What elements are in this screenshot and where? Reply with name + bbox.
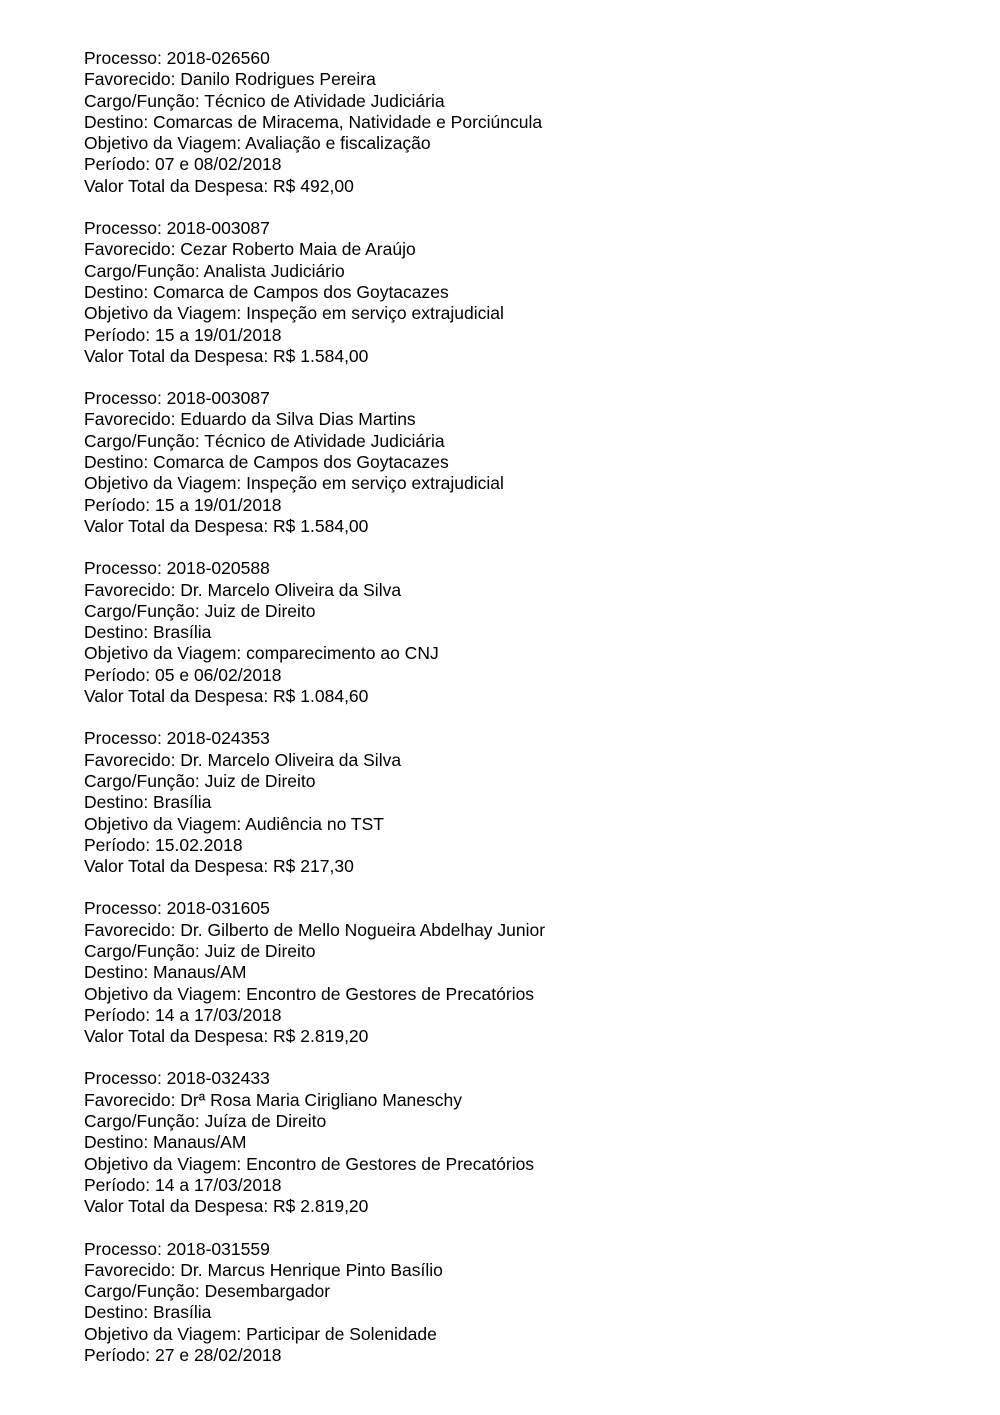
periodo-line: Período: 15 a 19/01/2018: [84, 324, 282, 345]
cargo-line: Cargo/Função: Juíza de Direito: [84, 1111, 327, 1132]
valor-line: Valor Total da Despesa: R$ 1.584,00: [84, 345, 369, 366]
valor-line: Valor Total da Despesa: R$ 217,30: [84, 856, 354, 877]
valor-line: Valor Total da Despesa: R$ 1.084,60: [84, 686, 369, 707]
destino-line: Destino: Brasília: [84, 1302, 212, 1323]
travel-record: [84, 1239, 964, 1367]
travel-record: [84, 388, 964, 537]
destino-line: Destino: Brasília: [84, 622, 212, 643]
cargo-line: Cargo/Função: Juiz de Direito: [84, 770, 316, 791]
valor-line: Valor Total da Despesa: R$ 2.819,20: [84, 1196, 369, 1217]
travel-record: [84, 558, 964, 707]
favorecido-line: Favorecido: Dr. Gilberto de Mello Nogueira Abdelhay Junior: [84, 919, 546, 940]
destino-line: Destino: Manaus/AM: [84, 962, 247, 983]
objetivo-line: Objetivo da Viagem: Encontro de Gestores de Precatórios: [84, 1153, 535, 1174]
cargo-line: Cargo/Função: Juiz de Direito: [84, 600, 316, 621]
destino-line: Destino: Comarca de Campos dos Goytacazes: [84, 281, 449, 302]
travel-record: [84, 48, 964, 197]
objetivo-line: Objetivo da Viagem: Participar de Solenidade: [84, 1323, 437, 1344]
document-page: [84, 48, 964, 1387]
periodo-line: Período: 05 e 06/02/2018: [84, 664, 282, 685]
destino-line: Destino: Brasília: [84, 792, 212, 813]
destino-line: Destino: Comarca de Campos dos Goytacazes: [84, 452, 449, 473]
periodo-line: Período: 07 e 08/02/2018: [84, 154, 282, 175]
travel-record: [84, 1068, 964, 1217]
periodo-line: Período: 27 e 28/02/2018: [84, 1345, 282, 1366]
cargo-line: Cargo/Função: Técnico de Atividade Judiciária: [84, 430, 445, 451]
favorecido-line: Favorecido: Dr. Marcus Henrique Pinto Basílio: [84, 1259, 443, 1280]
processo-line: Processo: 2018-003087: [84, 218, 270, 239]
favorecido-line: Favorecido: Dr. Marcelo Oliveira da Silva: [84, 749, 402, 770]
objetivo-line: Objetivo da Viagem: Audiência no TST: [84, 813, 384, 834]
objetivo-line: Objetivo da Viagem: comparecimento ao CNJ: [84, 643, 439, 664]
favorecido-line: Favorecido: Eduardo da Silva Dias Martins: [84, 409, 416, 430]
processo-line: Processo: 2018-026560: [84, 48, 270, 68]
cargo-line: Cargo/Função: Técnico de Atividade Judiciária: [84, 90, 445, 111]
objetivo-line: Objetivo da Viagem: Inspeção em serviço extrajudicial: [84, 303, 504, 324]
objetivo-line: Objetivo da Viagem: Encontro de Gestores de Precatórios: [84, 983, 535, 1004]
processo-line: Processo: 2018-024353: [84, 728, 270, 749]
cargo-line: Cargo/Função: Analista Judiciário: [84, 260, 345, 281]
travel-record: [84, 898, 964, 1047]
periodo-line: Período: 14 a 17/03/2018: [84, 1004, 282, 1025]
favorecido-line: Favorecido: Drª Rosa Maria Cirigliano Maneschy: [84, 1089, 463, 1110]
processo-line: Processo: 2018-003087: [84, 388, 270, 409]
valor-line: Valor Total da Despesa: R$ 492,00: [84, 175, 354, 196]
periodo-line: Período: 14 a 17/03/2018: [84, 1174, 282, 1195]
periodo-line: Período: 15.02.2018: [84, 834, 243, 855]
processo-line: Processo: 2018-031605: [84, 898, 270, 919]
processo-line: Processo: 2018-032433: [84, 1068, 270, 1089]
processo-line: Processo: 2018-031559: [84, 1238, 270, 1259]
valor-line: Valor Total da Despesa: R$ 2.819,20: [84, 1026, 369, 1047]
cargo-line: Cargo/Função: Juiz de Direito: [84, 940, 316, 961]
processo-line: Processo: 2018-020588: [84, 558, 270, 579]
travel-record: [84, 218, 964, 367]
objetivo-line: Objetivo da Viagem: Inspeção em serviço extrajudicial: [84, 473, 504, 494]
travel-record: [84, 728, 964, 877]
favorecido-line: Favorecido: Danilo Rodrigues Pereira: [84, 69, 376, 90]
favorecido-line: Favorecido: Cezar Roberto Maia de Araújo: [84, 239, 416, 260]
destino-line: Destino: Manaus/AM: [84, 1132, 247, 1153]
cargo-line: Cargo/Função: Desembargador: [84, 1281, 331, 1302]
destino-line: Destino: Comarcas de Miracema, Natividade e Porciúncula: [84, 111, 543, 132]
objetivo-line: Objetivo da Viagem: Avaliação e fiscalização: [84, 133, 431, 154]
periodo-line: Período: 15 a 19/01/2018: [84, 494, 282, 515]
favorecido-line: Favorecido: Dr. Marcelo Oliveira da Silva: [84, 579, 402, 600]
valor-line: Valor Total da Despesa: R$ 1.584,00: [84, 515, 369, 536]
